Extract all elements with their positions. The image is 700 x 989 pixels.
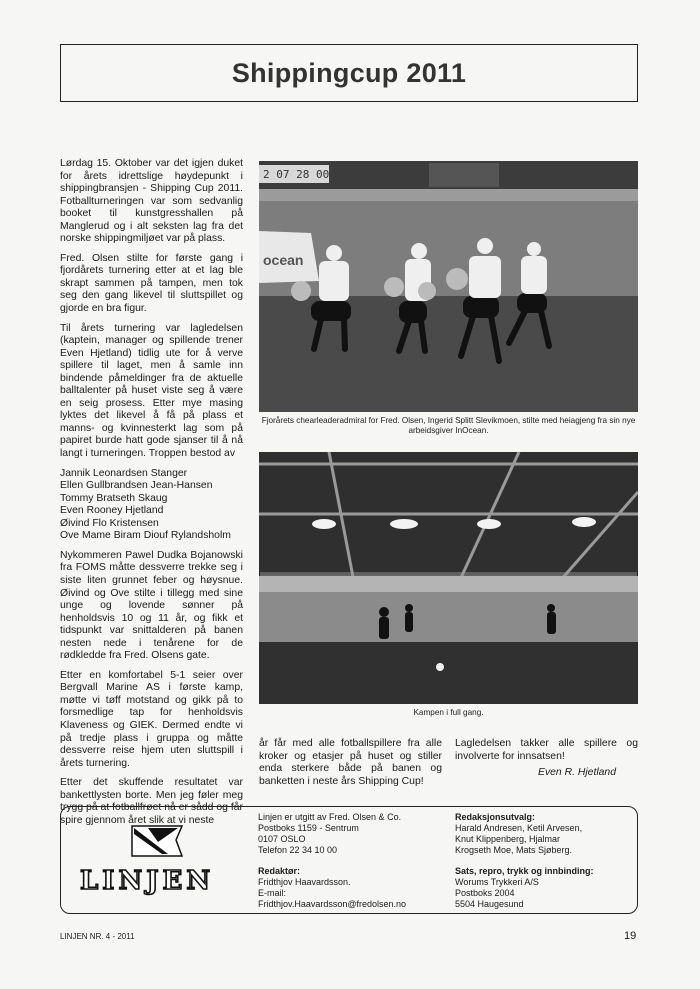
committee-info bbox=[455, 812, 635, 856]
info-line: Fridthjov Haavardsson. bbox=[258, 877, 351, 887]
article-column-1 bbox=[60, 158, 243, 834]
info-line: 5504 Haugesund bbox=[455, 899, 524, 909]
flag-logo-icon bbox=[128, 822, 186, 860]
info-line: Postboks 1159 - Sentrum bbox=[258, 823, 359, 833]
info-line: Telefon 22 34 10 00 bbox=[258, 845, 338, 855]
roster-item: Ellen Gullbrandsen Jean-Hansen bbox=[60, 480, 213, 492]
article-column-3 bbox=[455, 738, 638, 780]
author-signature: Even R. Hjetland bbox=[538, 767, 616, 779]
paragraph: Etter det skuffende resultatet var bankettlysten borte. Men jeg føler meg trygg på at fotballfrøet nå er sådd og får spire gjennom året slik at vi neste bbox=[60, 777, 243, 826]
editor-info bbox=[258, 866, 448, 910]
cheerleader-photo-illustration bbox=[259, 161, 638, 412]
paragraph: Etter en komfortabel 5-1 seier over Bergvall Marine AS i første kamp, møtte vi tøff motstand og gikk på to forsmedlige tap for henholdsvis Klaveness og GIEK. Dermed endte vi på tredje plass i gruppa og måtte dessverre reise hjem uten sluttspill i årets turnering. bbox=[60, 669, 243, 769]
article-title-box bbox=[60, 44, 638, 102]
cheerleader-photo bbox=[259, 161, 638, 412]
paragraph: Lørdag 15. Oktober var det igjen duket for årets idrettslige høydepunkt i shippingbransjen - Shipping Cup 2011. Fotballturneringen var som sedvanlig booket til kunstgresshallen på Manglerud og i alt seksten lag fra det norske shippingmiljøet var på plass. bbox=[60, 158, 243, 245]
page-number: 19 bbox=[624, 930, 637, 942]
section-heading: Redaktør: bbox=[258, 866, 301, 876]
photo-caption: Kampen i full gang. bbox=[413, 708, 484, 717]
scoreboard-text: 2 07 28 00 bbox=[263, 168, 330, 181]
info-line: Harald Andresen, Ketil Arvesen, bbox=[455, 823, 583, 833]
paragraph: Fred. Olsen stilte for første gang i fjordårets turnering etter at et lag ble skrapt sammen på tampen, men tok seg den gang likevel til sluttspillet og gjorde en bra figur. bbox=[60, 252, 243, 315]
paragraph: år får med alle fotballspillere fra alle kroker og etasjer på huset og stiller enda sterkere både på banen og banketten i neste års Shipping Cup! bbox=[259, 738, 442, 787]
football-match-photo bbox=[259, 452, 638, 704]
paragraph: Nykommeren Pawel Dudka Bojanowski fra FOMS måtte dessverre trekke seg i siste liten grunnet feber og høysnue. Øivind og Ove stilte i tillegg med sine unge og lovende sønner på henholdsvis 10 og 11 år, og fikk et tidspunkt var snittalderen på banen nesten nede i tenårene for de rødkledde fra Fred. Olsens gate. bbox=[60, 549, 243, 662]
info-line: Linjen er utgitt av Fred. Olsen & Co. bbox=[258, 812, 402, 822]
section-heading: Redaksjonsutvalg: bbox=[455, 812, 536, 822]
paragraph: Lagledelsen takker alle spillere og involverte for innsatsen! bbox=[455, 738, 638, 762]
paragraph: Til årets turnering var lagledelsen (kaptein, manager og spillende trener Even Hjetland) tidlig ute for å verve spillere til laget, men å samle inn bindende påmeldinger fra de aktuelle balltalenter på huset viste seg å være en seig prosess. Etter mye masing lyktes det likevel å få på plass et manns- og kvinnesterkt lag som på papiret burde hatt gode sjanser til å nå langt i turneringen. Troppen bestod av bbox=[60, 322, 243, 460]
football-match-photo-illustration bbox=[259, 452, 638, 704]
article-column-2 bbox=[259, 738, 442, 788]
info-line: Postboks 2004 bbox=[455, 888, 515, 898]
issue-label: LINJEN NR. 4 - 2011 bbox=[60, 932, 135, 941]
info-line: 0107 OSLO bbox=[258, 834, 306, 844]
article-title: Shippingcup 2011 bbox=[231, 57, 467, 88]
info-line: Knut Klippenberg, Hjalmar bbox=[455, 834, 561, 844]
section-heading: Sats, repro, trykk og innbinding: bbox=[455, 866, 594, 876]
editor-email: Fridthjov.Haavardsson@fredolsen.no bbox=[258, 899, 407, 909]
roster-item: Jannik Leonardsen Stanger bbox=[60, 467, 188, 479]
banner-text: ocean bbox=[263, 252, 304, 268]
roster-item: Ove Mame Biram Diouf Rylandsholm bbox=[60, 530, 231, 542]
info-line: E-mail: bbox=[258, 888, 287, 898]
linjen-logo-text: LINJEN bbox=[80, 866, 215, 896]
roster-item: Øivind Flo Kristensen bbox=[60, 517, 159, 529]
roster-item: Even Rooney Hjetland bbox=[60, 505, 164, 517]
info-line: Krogseth Moe, Mats Sjøberg. bbox=[455, 845, 573, 855]
printer-info bbox=[455, 866, 635, 910]
photo-caption: Fjorårets chearleaderadmiral for Fred. Olsen, Ingerid Splitt Slevikmoen, stilte med heiagjeng fra sin nye arbeidsgiver InOcean. bbox=[261, 416, 636, 435]
info-line: Worums Trykkeri A/S bbox=[455, 877, 539, 887]
roster-item: Tommy Bratseth Skaug bbox=[60, 492, 168, 504]
publisher-info bbox=[258, 812, 448, 856]
